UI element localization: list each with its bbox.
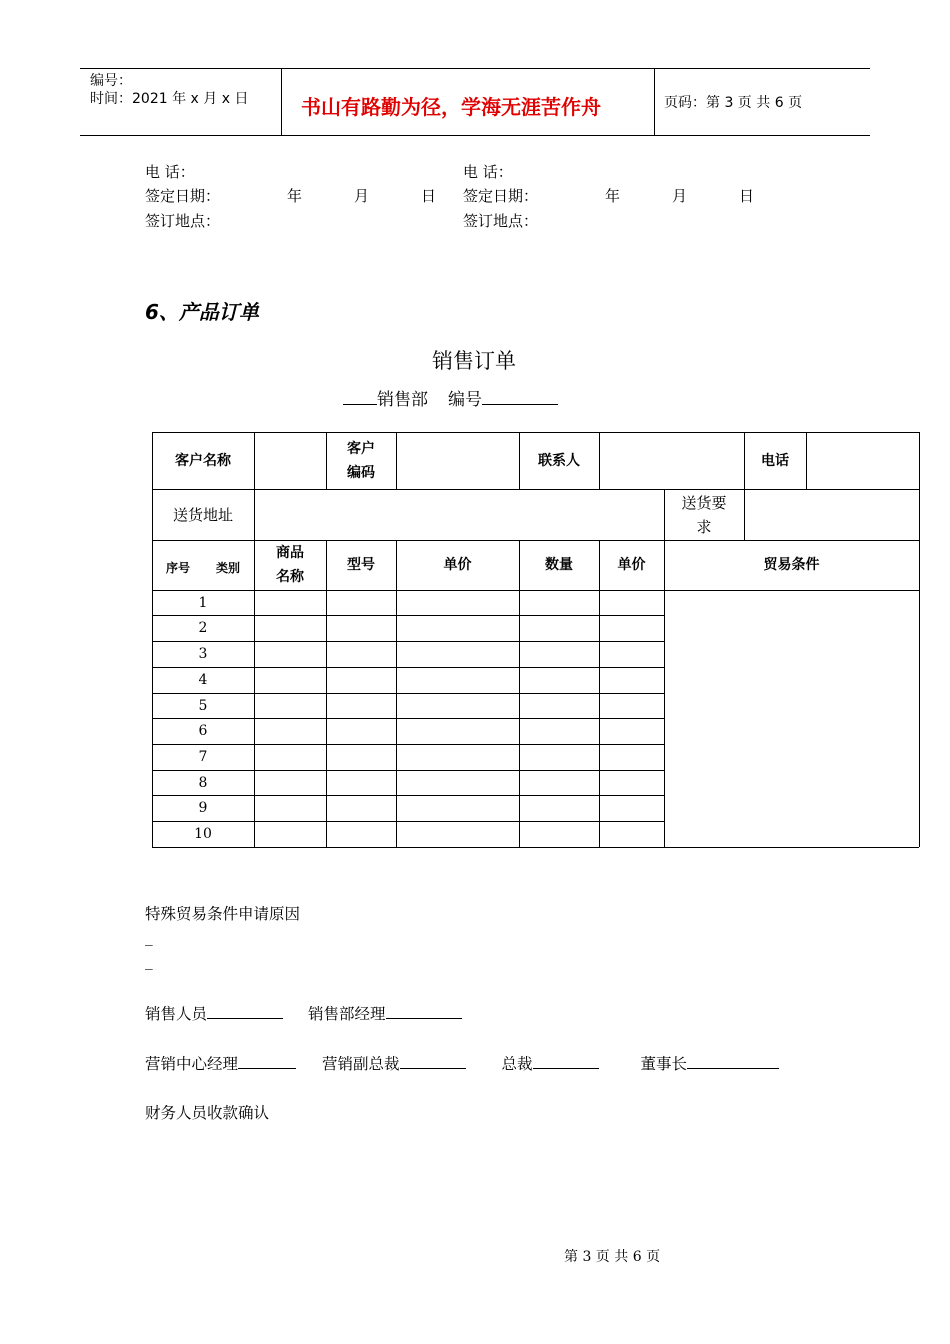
product-header-line2: 名称 [276,569,304,585]
table-row-number: 7 [198,749,208,765]
right-place-label: 签订地点： [463,212,539,230]
quantity-header: 数量 [545,557,573,573]
seq-header: 序号 [166,561,191,575]
right-year-label: 年 [605,187,621,205]
signature-row-1 [145,1002,462,1024]
header-divider-left [281,68,282,135]
finance-confirm-label: 财务人员收款确认 [145,1104,270,1122]
header-divider-right [654,68,655,135]
table-row-number: 3 [198,646,208,662]
table-row-number: 5 [198,697,208,714]
special-terms-reason-label: 特殊贸易条件申请原因 [145,905,301,923]
unit-price-2-header: 单价 [617,557,646,573]
left-day-label: 日 [421,187,437,205]
right-month-label: 月 [672,187,688,205]
right-day-label: 日 [739,187,755,205]
dept-label: 销售部 [377,390,428,410]
left-place-label: 签订地点： [145,212,221,230]
contact-label: 联系人 [538,452,580,469]
customer-code-label [326,432,396,489]
right-phone-label: 电 话： [463,163,513,181]
vice-president-label: 营销副总裁 [322,1055,400,1073]
header-motto: 书山有路勤为径，学海无涯苦作舟 [301,95,601,119]
table-row-number: 6 [198,723,208,739]
header-top-rule [80,68,870,69]
left-year-label: 年 [287,187,303,205]
customer-name-label: 客户名称 [175,452,231,469]
header-time-label: 时间：2021 年 x 月 x 日 [90,91,249,107]
category-header: 类别 [216,561,241,575]
trade-terms-header: 贸易条件 [763,557,820,573]
table-row-number: 8 [198,774,208,791]
president-blank [533,1052,599,1069]
table-row-number: 2 [198,620,208,636]
sales-manager-blank [386,1002,462,1019]
order-subtitle [343,385,558,410]
model-header: 型号 [347,557,375,573]
number-blank [482,388,558,405]
unit-price-header: 单价 [443,557,472,573]
header-number-label: 编号： [90,73,132,89]
right-date-label: 签定日期： [463,187,539,205]
delivery-address-label: 送货地址 [172,505,233,524]
phone-label: 电话 [761,452,789,469]
signature-row-2 [145,1052,779,1074]
header-bottom-rule [80,135,870,136]
customer-code-line1: 客户 [347,440,375,457]
table-row-number: 9 [198,800,208,816]
number-label: 编号 [448,390,482,410]
table-row-number: 10 [194,826,212,842]
table-row-number: 4 [198,672,208,688]
product-name-header [254,540,326,590]
dept-blank [343,388,377,405]
sales-person-label: 销售人员 [145,1005,208,1023]
delivery-req-line2: 求 [696,517,712,536]
page-footer: 第 3 页 共 6 页 [564,1249,661,1265]
section-title: 6、产品订单 [145,300,259,324]
left-phone-label: 电 话： [145,163,195,181]
marketing-manager-label: 营销中心经理 [145,1055,239,1073]
customer-code-line2: 编码 [347,464,375,481]
reason-line-2: _ [145,952,153,970]
delivery-requirement-label [664,489,744,540]
left-date-label: 签定日期： [145,187,221,205]
president-label: 总裁 [501,1055,533,1073]
marketing-manager-blank [238,1052,296,1069]
reason-line-1: _ [145,928,153,946]
left-month-label: 月 [354,187,370,205]
order-title: 销售订单 [432,349,516,373]
vice-president-blank [400,1052,466,1069]
chairman-label: 董事长 [640,1055,688,1073]
delivery-req-line1: 送货要 [681,493,727,512]
sales-manager-label: 销售部经理 [308,1005,386,1023]
sales-person-blank [207,1002,283,1019]
chairman-blank [687,1052,779,1069]
product-header-line1: 商品 [276,545,304,561]
header-page-label: 页码：第 3 页 共 6 页 [664,95,803,111]
table-row-number: 1 [198,594,208,611]
